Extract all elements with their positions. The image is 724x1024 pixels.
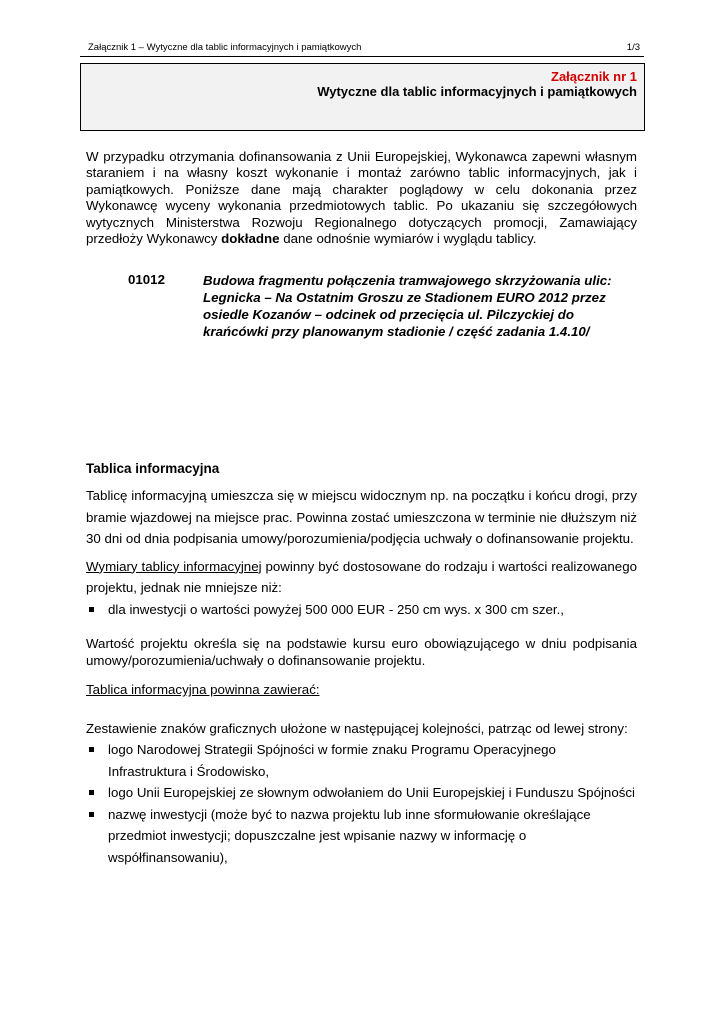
intro-text-start: W przypadku otrzymania dofinansowania z Unii Europejskiej, Wykonawca zapewni własnym staraniem i na własny koszt wykonanie i montaż zarówno tablic informacyjnych, jak i pamiątkowych. Poniższe dane mają charakter poglądowy w celu dokonania przez Wykonawcę wyceny wykonania przedmiotowych tablic. Po ukazaniu się szczegółowych wytycznych Ministerstwa Rozwoju Regionalnego dotyczących promocji, Zamawiający przedłoży Wykonawcy xyxy=(86,149,637,247)
attachment-number: Załącznik nr 1 xyxy=(551,69,637,84)
project-description: Budowa fragmentu połączenia tramwajowego skrzyżowania ulic: Legnicka – Na Ostatnim Groszu ze Stadionem EURO 2012 przez osiedle Kozanów – odcinek od przecięcia ul. Pilczyckiej do krańcówki przy planowanym stadionie / część zadania 1.4.10/ xyxy=(203,273,612,339)
dimensions-paragraph xyxy=(86,556,637,599)
title-box xyxy=(80,63,645,131)
section-body xyxy=(86,485,637,868)
list-item: logo Narodowej Strategii Spójności w formie znaku Programu Operacyjnego Infrastruktura i Środowisko, xyxy=(86,739,637,782)
dimension-list xyxy=(86,599,637,621)
list-item: logo Unii Europejskiej ze słownym odwołaniem do Unii Europejskiej i Funduszu Spójności xyxy=(86,782,637,804)
document-title: Wytyczne dla tablic informacyjnych i pamiątkowych xyxy=(317,84,637,99)
contents-list xyxy=(86,739,637,868)
intro-bold-word: dokładne xyxy=(221,231,280,247)
intro-paragraph xyxy=(86,149,637,247)
dimensions-text: powinny być dostosowane do rodzaju i wartości realizowanego projektu, jednak nie mniejsze niż: xyxy=(86,558,637,595)
page-number: 1/3 xyxy=(626,42,640,53)
list-item: nazwę inwestycji (może być to nazwa projektu lub inne sformułowanie określające przedmiot inwestycji; dopuszczalne jest wpisanie nazwy w informację o współfinansowaniu), xyxy=(86,804,637,869)
section-heading: Tablica informacyjna xyxy=(86,461,220,476)
contents-heading: Tablica informacyjna powinna zawierać: xyxy=(86,682,320,698)
dimensions-underlined: Wymiary tablicy informacyjnej xyxy=(86,558,262,574)
running-title: Załącznik 1 – Wytyczne dla tablic informacyjnych i pamiątkowych xyxy=(88,42,362,53)
list-item: dla inwestycji o wartości powyżej 500 000 EUR - 250 cm wys. x 300 cm szer., xyxy=(86,599,637,621)
placement-paragraph: Tablicę informacyjną umieszcza się w miejscu widocznym np. na początku i końcu drogi, przy bramie wjazdowej na miejsce prac. Powinna zostać umieszczona w terminie nie dłuższym niż 30 dni od dnia podpisania umowy/porozumienia/podjęcia uchwały o dofinansowanie projektu. xyxy=(86,488,637,546)
running-header xyxy=(80,42,644,57)
order-paragraph: Zestawienie znaków graficznych ułożone w następującej kolejności, patrząc od lewej strony: xyxy=(86,720,628,736)
project-code: 01012 xyxy=(128,272,165,287)
value-paragraph: Wartość projektu określa się na podstawie kursu euro obowiązującego w dniu podpisania umowy/porozumienia/uchwały o dofinansowanie projektu. xyxy=(86,636,637,668)
intro-text-end: dane odnośnie wymiarów i wyglądu tablicy. xyxy=(279,231,537,247)
